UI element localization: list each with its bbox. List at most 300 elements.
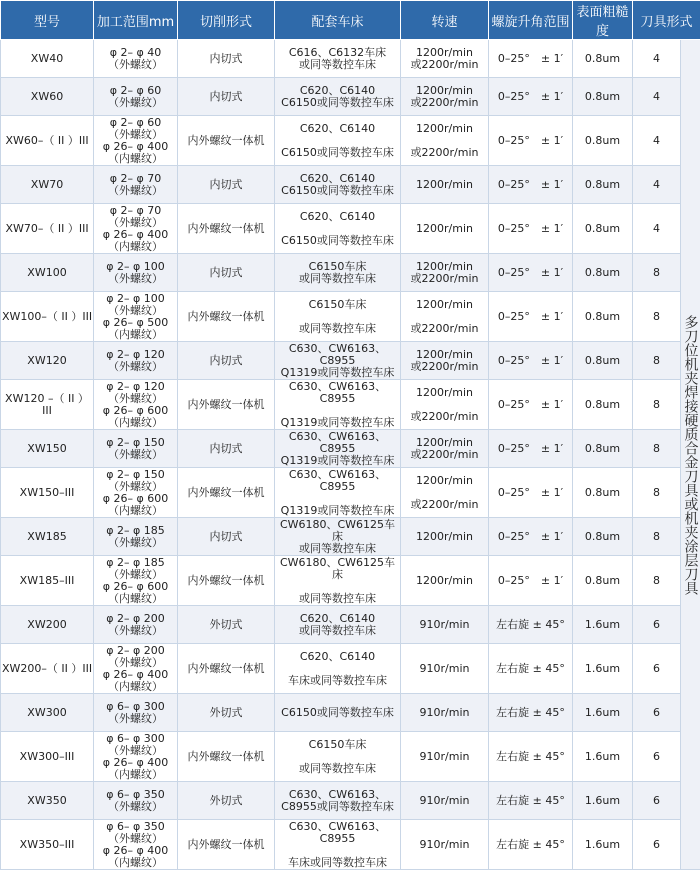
angle-cell: 0–25° ± 1′ bbox=[489, 254, 573, 292]
model-cell: XW100 bbox=[1, 254, 94, 292]
lathe-line: 或同等数控车床 bbox=[275, 763, 400, 775]
speed-cell bbox=[401, 430, 489, 468]
lathe-line: Q1319或同等数控车床 bbox=[275, 455, 400, 467]
range-line: （外螺纹） bbox=[94, 129, 177, 141]
roughness-cell: 0.8um bbox=[573, 78, 633, 116]
blades-cell: 4 bbox=[633, 204, 681, 254]
range-cell bbox=[94, 380, 178, 430]
table-row bbox=[1, 732, 700, 782]
range-line: φ 26– φ 400 bbox=[94, 757, 177, 769]
range-line: （内螺纹） bbox=[94, 241, 177, 253]
lathe-cell bbox=[275, 166, 401, 204]
angle-cell: 0–25° ± 1′ bbox=[489, 116, 573, 166]
lathe-line: C6150或同等数控车床 bbox=[275, 707, 400, 719]
range-line: （外螺纹） bbox=[94, 625, 177, 637]
model-cell: XW300 bbox=[1, 694, 94, 732]
table-row bbox=[1, 116, 700, 166]
lathe-line: 或同等数控车床 bbox=[275, 543, 400, 555]
range-cell bbox=[94, 518, 178, 556]
range-line: （外螺纹） bbox=[94, 59, 177, 71]
speed-cell bbox=[401, 292, 489, 342]
range-line: φ 2– φ 40 bbox=[94, 47, 177, 59]
speed-cell bbox=[401, 820, 489, 870]
range-line: （外螺纹） bbox=[94, 217, 177, 229]
range-line: φ 26– φ 400 bbox=[94, 141, 177, 153]
model-cell: XW100–（ II ）III bbox=[1, 292, 94, 342]
range-cell bbox=[94, 782, 178, 820]
lathe-line: C620、C6140 bbox=[275, 123, 400, 135]
blades-cell: 4 bbox=[633, 116, 681, 166]
model-cell: XW70–（ II ）III bbox=[1, 204, 94, 254]
speed-line: 或2200r/min bbox=[401, 411, 488, 423]
angle-cell: 0–25° ± 1′ bbox=[489, 468, 573, 518]
lathe-cell bbox=[275, 820, 401, 870]
speed-line: 1200r/min bbox=[401, 299, 488, 311]
cut-type-cell: 内外螺纹一体机 bbox=[178, 644, 275, 694]
header-row bbox=[1, 1, 700, 40]
speed-line bbox=[401, 135, 488, 147]
table-row bbox=[1, 342, 700, 380]
table-row bbox=[1, 292, 700, 342]
range-cell bbox=[94, 430, 178, 468]
range-line: φ 2– φ 185 bbox=[94, 525, 177, 537]
lathe-line: C6150或同等数控车床 bbox=[275, 185, 400, 197]
lathe-cell bbox=[275, 732, 401, 782]
table-row bbox=[1, 820, 700, 870]
cut-type-cell: 内外螺纹一体机 bbox=[178, 116, 275, 166]
angle-cell: 0–25° ± 1′ bbox=[489, 430, 573, 468]
header-lathe: 配套车床 bbox=[275, 1, 401, 40]
speed-line: 1200r/min bbox=[401, 349, 488, 361]
model-cell: XW120 –（ II ）III bbox=[1, 380, 94, 430]
range-cell bbox=[94, 254, 178, 292]
model-cell: XW70 bbox=[1, 166, 94, 204]
speed-line: 1200r/min bbox=[401, 223, 488, 235]
lathe-line: C630、CW6163、C8955 bbox=[275, 343, 400, 367]
angle-cell: 左右旋 ± 45° bbox=[489, 644, 573, 694]
speed-line: 1200r/min bbox=[401, 475, 488, 487]
lathe-line bbox=[275, 845, 400, 857]
lathe-cell bbox=[275, 380, 401, 430]
lathe-line bbox=[275, 581, 400, 593]
table-row bbox=[1, 644, 700, 694]
range-line: φ 2– φ 60 bbox=[94, 117, 177, 129]
table-body bbox=[1, 40, 700, 870]
range-line: （外螺纹） bbox=[94, 713, 177, 725]
angle-cell: 左右旋 ± 45° bbox=[489, 694, 573, 732]
blades-cell: 6 bbox=[633, 694, 681, 732]
model-cell: XW60 bbox=[1, 78, 94, 116]
range-cell bbox=[94, 732, 178, 782]
speed-cell bbox=[401, 606, 489, 644]
lathe-cell bbox=[275, 606, 401, 644]
table-row bbox=[1, 204, 700, 254]
header-roughness: 表面粗糙度 bbox=[573, 1, 633, 40]
cut-type-cell: 内外螺纹一体机 bbox=[178, 732, 275, 782]
range-cell bbox=[94, 606, 178, 644]
table-row bbox=[1, 518, 700, 556]
lathe-cell bbox=[275, 116, 401, 166]
lathe-cell bbox=[275, 518, 401, 556]
blades-cell: 8 bbox=[633, 380, 681, 430]
range-line: φ 6– φ 300 bbox=[94, 701, 177, 713]
range-line: φ 26– φ 400 bbox=[94, 669, 177, 681]
range-cell bbox=[94, 204, 178, 254]
range-line: φ 26– φ 500 bbox=[94, 317, 177, 329]
speed-line: 1200r/min bbox=[401, 123, 488, 135]
range-line: φ 2– φ 70 bbox=[94, 205, 177, 217]
blades-cell: 6 bbox=[633, 644, 681, 694]
roughness-cell: 0.8um bbox=[573, 204, 633, 254]
lathe-line bbox=[275, 135, 400, 147]
speed-cell bbox=[401, 732, 489, 782]
roughness-cell: 0.8um bbox=[573, 166, 633, 204]
range-line: （外螺纹） bbox=[94, 305, 177, 317]
range-line: φ 26– φ 600 bbox=[94, 493, 177, 505]
model-cell: XW185–III bbox=[1, 556, 94, 606]
range-line: φ 2– φ 150 bbox=[94, 469, 177, 481]
lathe-line: Q1319或同等数控车床 bbox=[275, 417, 400, 429]
header-angle: 螺旋升角范围 bbox=[489, 1, 573, 40]
roughness-cell: 1.6um bbox=[573, 820, 633, 870]
table-row bbox=[1, 468, 700, 518]
range-line: （内螺纹） bbox=[94, 417, 177, 429]
roughness-cell: 0.8um bbox=[573, 468, 633, 518]
speed-line: 或2200r/min bbox=[401, 97, 488, 109]
cut-type-cell: 内切式 bbox=[178, 254, 275, 292]
table-row bbox=[1, 694, 700, 732]
lathe-line: C6150或同等数控车床 bbox=[275, 235, 400, 247]
blades-cell: 8 bbox=[633, 342, 681, 380]
table-row bbox=[1, 166, 700, 204]
angle-cell: 左右旋 ± 45° bbox=[489, 732, 573, 782]
range-line: φ 2– φ 120 bbox=[94, 349, 177, 361]
roughness-cell: 0.8um bbox=[573, 254, 633, 292]
lathe-line: 或同等数控车床 bbox=[275, 625, 400, 637]
range-line: （外螺纹） bbox=[94, 801, 177, 813]
lathe-cell bbox=[275, 468, 401, 518]
roughness-cell: 1.6um bbox=[573, 732, 633, 782]
cut-type-cell: 内外螺纹一体机 bbox=[178, 204, 275, 254]
lathe-cell bbox=[275, 782, 401, 820]
speed-line: 或2200r/min bbox=[401, 499, 488, 511]
cut-type-cell: 内切式 bbox=[178, 40, 275, 78]
range-line: φ 2– φ 70 bbox=[94, 173, 177, 185]
model-cell: XW200–（ II ）III bbox=[1, 644, 94, 694]
range-cell bbox=[94, 292, 178, 342]
range-cell bbox=[94, 820, 178, 870]
lathe-line: C620、C6140 bbox=[275, 211, 400, 223]
range-line: φ 26– φ 600 bbox=[94, 405, 177, 417]
roughness-cell: 0.8um bbox=[573, 518, 633, 556]
roughness-cell: 0.8um bbox=[573, 430, 633, 468]
model-cell: XW40 bbox=[1, 40, 94, 78]
model-cell: XW350–III bbox=[1, 820, 94, 870]
roughness-cell: 0.8um bbox=[573, 292, 633, 342]
lathe-line bbox=[275, 751, 400, 763]
range-line: （内螺纹） bbox=[94, 857, 177, 869]
lathe-line: CW6180、CW6125车床 bbox=[275, 519, 400, 543]
blades-cell: 6 bbox=[633, 820, 681, 870]
roughness-cell: 0.8um bbox=[573, 556, 633, 606]
model-cell: XW185 bbox=[1, 518, 94, 556]
cut-type-cell: 内切式 bbox=[178, 166, 275, 204]
range-line: （内螺纹） bbox=[94, 329, 177, 341]
speed-cell bbox=[401, 254, 489, 292]
speed-cell bbox=[401, 694, 489, 732]
model-cell: XW300–III bbox=[1, 732, 94, 782]
table-row bbox=[1, 380, 700, 430]
speed-cell bbox=[401, 40, 489, 78]
angle-cell: 左右旋 ± 45° bbox=[489, 782, 573, 820]
range-line: φ 2– φ 185 bbox=[94, 557, 177, 569]
lathe-line bbox=[275, 223, 400, 235]
cut-type-cell: 外切式 bbox=[178, 694, 275, 732]
table-row bbox=[1, 40, 700, 78]
range-cell bbox=[94, 468, 178, 518]
lathe-cell bbox=[275, 644, 401, 694]
lathe-line bbox=[275, 311, 400, 323]
blades-cell: 4 bbox=[633, 78, 681, 116]
roughness-cell: 0.8um bbox=[573, 342, 633, 380]
header-range: 加工范围mm bbox=[94, 1, 178, 40]
angle-cell: 0–25° ± 1′ bbox=[489, 40, 573, 78]
range-cell bbox=[94, 166, 178, 204]
range-cell bbox=[94, 78, 178, 116]
cut-type-cell: 外切式 bbox=[178, 782, 275, 820]
lathe-cell bbox=[275, 292, 401, 342]
angle-cell: 左右旋 ± 45° bbox=[489, 820, 573, 870]
speed-line: 910r/min bbox=[401, 619, 488, 631]
lathe-line: C630、CW6163、C8955 bbox=[275, 821, 400, 845]
cut-type-cell: 外切式 bbox=[178, 606, 275, 644]
lathe-line: C630、CW6163、C8955 bbox=[275, 381, 400, 405]
lathe-line: C6150车床 bbox=[275, 299, 400, 311]
angle-cell: 0–25° ± 1′ bbox=[489, 78, 573, 116]
range-line: （外螺纹） bbox=[94, 97, 177, 109]
range-line: φ 2– φ 120 bbox=[94, 381, 177, 393]
lathe-line: 或同等数控车床 bbox=[275, 59, 400, 71]
range-cell bbox=[94, 116, 178, 166]
speed-line: 或2200r/min bbox=[401, 59, 488, 71]
range-line: φ 26– φ 400 bbox=[94, 229, 177, 241]
range-cell bbox=[94, 556, 178, 606]
speed-cell bbox=[401, 78, 489, 116]
model-cell: XW150 bbox=[1, 430, 94, 468]
cut-type-cell: 内切式 bbox=[178, 342, 275, 380]
blades-cell: 4 bbox=[633, 40, 681, 78]
range-line: （外螺纹） bbox=[94, 361, 177, 373]
speed-line: 1200r/min bbox=[401, 575, 488, 587]
table-row bbox=[1, 606, 700, 644]
speed-line: 1200r/min bbox=[401, 179, 488, 191]
lathe-line: C630、CW6163、 bbox=[275, 789, 400, 801]
range-line: （内螺纹） bbox=[94, 769, 177, 781]
lathe-line: C6150车床 bbox=[275, 261, 400, 273]
speed-cell bbox=[401, 380, 489, 430]
range-cell bbox=[94, 644, 178, 694]
speed-line: 1200r/min bbox=[401, 387, 488, 399]
range-line: （外螺纹） bbox=[94, 481, 177, 493]
range-line: （外螺纹） bbox=[94, 273, 177, 285]
speed-line: 910r/min bbox=[401, 707, 488, 719]
blades-cell: 8 bbox=[633, 556, 681, 606]
range-line: φ 6– φ 350 bbox=[94, 789, 177, 801]
speed-cell bbox=[401, 518, 489, 556]
range-line: φ 26– φ 600 bbox=[94, 581, 177, 593]
range-line: （外螺纹） bbox=[94, 185, 177, 197]
lathe-line: Q1319或同等数控车床 bbox=[275, 367, 400, 379]
lathe-line: C8955或同等数控车床 bbox=[275, 801, 400, 813]
table-row bbox=[1, 430, 700, 468]
blades-cell: 8 bbox=[633, 518, 681, 556]
lathe-line: C620、C6140 bbox=[275, 85, 400, 97]
speed-cell bbox=[401, 116, 489, 166]
range-line: （外螺纹） bbox=[94, 657, 177, 669]
lathe-cell bbox=[275, 78, 401, 116]
speed-line: 910r/min bbox=[401, 839, 488, 851]
range-line: （外螺纹） bbox=[94, 537, 177, 549]
lathe-cell bbox=[275, 694, 401, 732]
lathe-line: 车床或同等数控车床 bbox=[275, 857, 400, 869]
lathe-line: 车床或同等数控车床 bbox=[275, 675, 400, 687]
speed-cell bbox=[401, 644, 489, 694]
blades-cell: 4 bbox=[633, 166, 681, 204]
speed-line: 1200r/min bbox=[401, 261, 488, 273]
lathe-line bbox=[275, 663, 400, 675]
lathe-line: C630、CW6163、C8955 bbox=[275, 431, 400, 455]
roughness-cell: 0.8um bbox=[573, 40, 633, 78]
lathe-cell bbox=[275, 342, 401, 380]
lathe-cell bbox=[275, 204, 401, 254]
lathe-line: 或同等数控车床 bbox=[275, 323, 400, 335]
range-line: （内螺纹） bbox=[94, 681, 177, 693]
model-cell: XW350 bbox=[1, 782, 94, 820]
lathe-line bbox=[275, 405, 400, 417]
header-model: 型号 bbox=[1, 1, 94, 40]
roughness-cell: 0.8um bbox=[573, 116, 633, 166]
lathe-cell bbox=[275, 556, 401, 606]
range-line: （内螺纹） bbox=[94, 593, 177, 605]
speed-line bbox=[401, 311, 488, 323]
angle-cell: 0–25° ± 1′ bbox=[489, 292, 573, 342]
blades-cell: 6 bbox=[633, 782, 681, 820]
range-line: （内螺纹） bbox=[94, 505, 177, 517]
range-line: φ 2– φ 100 bbox=[94, 293, 177, 305]
blades-cell: 8 bbox=[633, 430, 681, 468]
cut-type-cell: 内外螺纹一体机 bbox=[178, 820, 275, 870]
table-row bbox=[1, 556, 700, 606]
lathe-line: 或同等数控车床 bbox=[275, 593, 400, 605]
speed-line: 910r/min bbox=[401, 795, 488, 807]
range-line: （外螺纹） bbox=[94, 393, 177, 405]
cut-type-cell: 内外螺纹一体机 bbox=[178, 468, 275, 518]
table-row bbox=[1, 78, 700, 116]
speed-cell bbox=[401, 468, 489, 518]
speed-line bbox=[401, 487, 488, 499]
lathe-line: Q1319或同等数控车床 bbox=[275, 505, 400, 517]
speed-line: 或2200r/min bbox=[401, 323, 488, 335]
speed-line: 或2200r/min bbox=[401, 147, 488, 159]
lathe-cell bbox=[275, 254, 401, 292]
roughness-cell: 0.8um bbox=[573, 380, 633, 430]
lathe-line: C6150或同等数控车床 bbox=[275, 147, 400, 159]
header-cut: 切削形式 bbox=[178, 1, 275, 40]
speed-cell bbox=[401, 166, 489, 204]
lathe-cell bbox=[275, 40, 401, 78]
roughness-cell: 1.6um bbox=[573, 782, 633, 820]
lathe-line: C620、C6140 bbox=[275, 173, 400, 185]
lathe-line: 或同等数控车床 bbox=[275, 273, 400, 285]
speed-line: 或2200r/min bbox=[401, 449, 488, 461]
speed-line: 1200r/min bbox=[401, 437, 488, 449]
header-speed: 转速 bbox=[401, 1, 489, 40]
range-line: （外螺纹） bbox=[94, 449, 177, 461]
model-cell: XW60–（ II ）III bbox=[1, 116, 94, 166]
blades-cell: 6 bbox=[633, 606, 681, 644]
range-cell bbox=[94, 694, 178, 732]
blades-cell: 8 bbox=[633, 292, 681, 342]
lathe-line: C630、CW6163、C8955 bbox=[275, 469, 400, 493]
lathe-line: C616、C6132车床 bbox=[275, 47, 400, 59]
cut-type-cell: 内切式 bbox=[178, 78, 275, 116]
range-line: φ 2– φ 100 bbox=[94, 261, 177, 273]
range-line: φ 6– φ 300 bbox=[94, 733, 177, 745]
roughness-cell: 1.6um bbox=[573, 606, 633, 644]
cut-type-cell: 内切式 bbox=[178, 518, 275, 556]
range-cell bbox=[94, 40, 178, 78]
angle-cell: 0–25° ± 1′ bbox=[489, 556, 573, 606]
cut-type-cell: 内外螺纹一体机 bbox=[178, 380, 275, 430]
range-line: φ 26– φ 400 bbox=[94, 845, 177, 857]
speed-cell bbox=[401, 556, 489, 606]
speed-line bbox=[401, 399, 488, 411]
blades-cell: 8 bbox=[633, 254, 681, 292]
angle-cell: 左右旋 ± 45° bbox=[489, 606, 573, 644]
lathe-line: C620、C6140 bbox=[275, 613, 400, 625]
speed-line: 1200r/min bbox=[401, 531, 488, 543]
speed-cell bbox=[401, 342, 489, 380]
speed-cell bbox=[401, 782, 489, 820]
table-row bbox=[1, 782, 700, 820]
lathe-line: CW6180、CW6125车床 bbox=[275, 557, 400, 581]
tool-type-note: 多刀位机夹焊接硬质合金刀具或机夹涂层刀具 bbox=[681, 40, 700, 870]
lathe-line: C6150或同等数控车床 bbox=[275, 97, 400, 109]
model-cell: XW150–III bbox=[1, 468, 94, 518]
angle-cell: 0–25° ± 1′ bbox=[489, 342, 573, 380]
range-line: φ 2– φ 60 bbox=[94, 85, 177, 97]
model-cell: XW120 bbox=[1, 342, 94, 380]
range-line: φ 2– φ 150 bbox=[94, 437, 177, 449]
cut-type-cell: 内切式 bbox=[178, 430, 275, 468]
angle-cell: 0–25° ± 1′ bbox=[489, 166, 573, 204]
speed-cell bbox=[401, 204, 489, 254]
speed-line: 或2200r/min bbox=[401, 273, 488, 285]
lathe-line: C6150车床 bbox=[275, 739, 400, 751]
range-line: （外螺纹） bbox=[94, 745, 177, 757]
model-cell: XW200 bbox=[1, 606, 94, 644]
speed-line: 1200r/min bbox=[401, 47, 488, 59]
speed-line: 910r/min bbox=[401, 751, 488, 763]
angle-cell: 0–25° ± 1′ bbox=[489, 380, 573, 430]
header-tool-type: 刀具形式 bbox=[633, 1, 700, 40]
blades-cell: 6 bbox=[633, 732, 681, 782]
range-line: （外螺纹） bbox=[94, 569, 177, 581]
range-line: φ 2– φ 200 bbox=[94, 645, 177, 657]
range-cell bbox=[94, 342, 178, 380]
range-line: φ 6– φ 350 bbox=[94, 821, 177, 833]
range-line: （内螺纹） bbox=[94, 153, 177, 165]
